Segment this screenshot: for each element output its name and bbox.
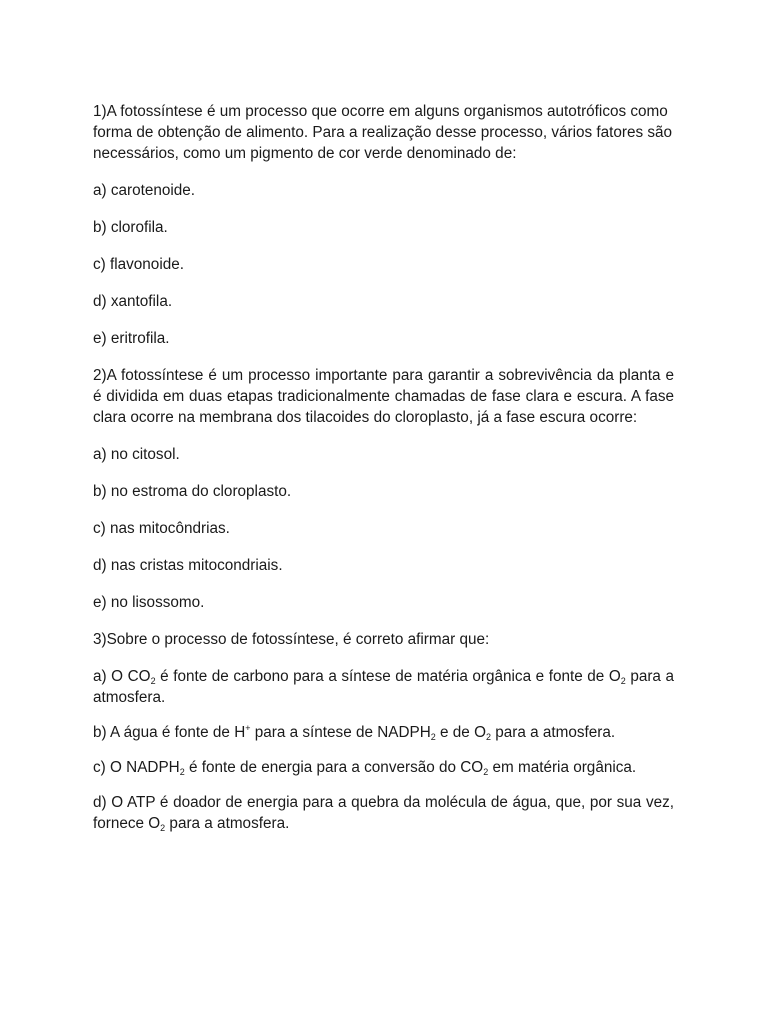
option-b-text-4: para a atmosfera.	[490, 724, 616, 741]
option-b-text-3: e de O	[435, 724, 486, 741]
option-b-text-2: para a síntese de NADPH	[250, 724, 431, 741]
question-1-option-d: d) xantofila.	[93, 293, 173, 310]
option-a-subscript-1: 2	[150, 676, 156, 686]
question-2-option-e: e) no lisossomo.	[93, 594, 205, 611]
question-2-option-c: c) nas mitocôndrias.	[93, 520, 230, 537]
option-c-subscript-1: 2	[179, 767, 185, 777]
option-d-text-2: para a atmosfera.	[165, 815, 290, 832]
question-2-option-b: b) no estroma do cloroplasto.	[93, 483, 292, 500]
option-d-subscript-1: 2	[160, 823, 166, 833]
question-3-option-c	[93, 757, 674, 778]
option-a-text-3: para a atmosfera.	[93, 668, 674, 706]
question-3-stem: 3)Sobre o processo de fotossíntese, é correto afirmar que:	[93, 631, 490, 648]
question-1-option-a: a) carotenoide.	[93, 182, 196, 199]
question-2-stem: 2)A fotossíntese é um processo importante para garantir a sobrevivência da planta e é dividida em duas etapas tradicionalmente chamadas de fase clara e escura. A fase clara ocorre na membrana dos tilacoides do cloroplasto, já a fase escura ocorre:	[93, 367, 674, 426]
question-1-stem: 1)A fotossíntese é um processo que ocorre em alguns organismos autotróficos como forma de obtenção de alimento. Para a realização desse processo, vários fatores são necessários, como um pigmento de cor verde denominado de:	[93, 103, 673, 162]
question-3-option-d	[93, 792, 674, 834]
option-a-text-1: a) O CO	[93, 668, 151, 685]
option-a-subscript-2: 2	[620, 676, 626, 686]
question-3-option-a	[93, 666, 674, 708]
option-c-text-3: em matéria orgânica.	[488, 759, 637, 776]
option-a-text-2: é fonte de carbono para a síntese de matéria orgânica e fonte de O	[155, 668, 621, 685]
option-b-subscript-2: 2	[485, 732, 491, 742]
question-1-option-b: b) clorofila.	[93, 219, 168, 236]
option-b-superscript-1: +	[245, 723, 251, 733]
option-c-text-1: c) O NADPH	[93, 759, 180, 776]
question-2-option-a: a) no citosol.	[93, 446, 180, 463]
option-d-text-1: d) O ATP é doador de energia para a quebra da molécula de água, que, por sua vez, fornece O	[93, 794, 674, 832]
question-2-option-d: d) nas cristas mitocondriais.	[93, 557, 283, 574]
question-1-option-e: e) eritrofila.	[93, 330, 170, 347]
option-b-text-1: b) A água é fonte de H	[93, 724, 246, 741]
option-c-text-2: é fonte de energia para a conversão do CO	[184, 759, 484, 776]
option-c-subscript-2: 2	[483, 767, 489, 777]
question-1-option-c: c) flavonoide.	[93, 256, 184, 273]
option-b-subscript-1: 2	[430, 732, 436, 742]
question-3-option-b	[93, 722, 674, 743]
